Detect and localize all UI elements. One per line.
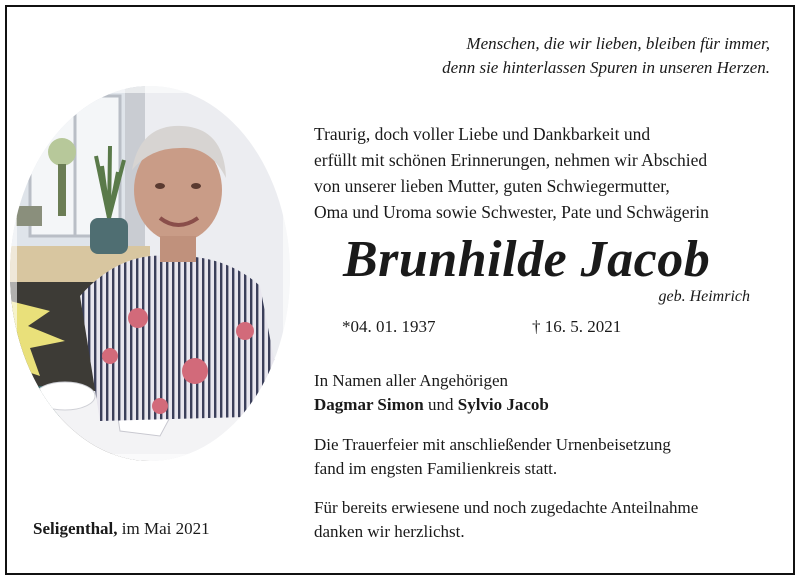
family-names bbox=[314, 393, 549, 417]
place-town: Seligenthal, bbox=[33, 519, 118, 538]
intro-line: Oma und Uroma sowie Schwester, Pate und Schwägerin bbox=[314, 202, 709, 222]
funeral-line: fand im engsten Familienkreis statt. bbox=[314, 459, 558, 478]
thanks-line: danken wir herzlichst. bbox=[314, 522, 465, 541]
family-intro: In Namen aller Angehörigen bbox=[314, 371, 509, 390]
thanks-note bbox=[314, 496, 698, 544]
birth-date: *04. 01. 1937 bbox=[342, 317, 436, 336]
family-name-2: Sylvio Jacob bbox=[457, 395, 549, 414]
family-signature bbox=[314, 369, 549, 417]
motto-line: Menschen, die wir lieben, bleiben für immer, bbox=[466, 34, 770, 53]
intro-line: von unserer lieben Mutter, guten Schwiegermutter, bbox=[314, 176, 670, 196]
intro-text bbox=[314, 121, 709, 225]
maiden-name: geb. Heimrich bbox=[658, 288, 750, 305]
deceased-name: Brunhilde Jacob bbox=[343, 231, 711, 288]
death-date: † 16. 5. 2021 bbox=[532, 317, 622, 336]
motto-quote bbox=[442, 32, 770, 80]
family-connector: und bbox=[427, 395, 454, 414]
funeral-note bbox=[314, 433, 671, 481]
funeral-line: Die Trauerfeier mit anschließender Urnenbeisetzung bbox=[314, 435, 671, 454]
motto-line: denn sie hinterlassen Spuren in unseren Herzen. bbox=[442, 58, 770, 77]
family-name-1: Dagmar Simon bbox=[314, 395, 424, 414]
place-date-text: im Mai 2021 bbox=[121, 519, 210, 538]
intro-line: Traurig, doch voller Liebe und Dankbarkeit und bbox=[314, 124, 651, 144]
thanks-line: Für bereits erwiesene und noch zugedachte Anteilnahme bbox=[314, 498, 699, 517]
place-date bbox=[33, 519, 210, 539]
intro-line: erfüllt mit schönen Erinnerungen, nehmen wir Abschied bbox=[314, 150, 708, 170]
portrait-photo-icon bbox=[10, 86, 290, 461]
